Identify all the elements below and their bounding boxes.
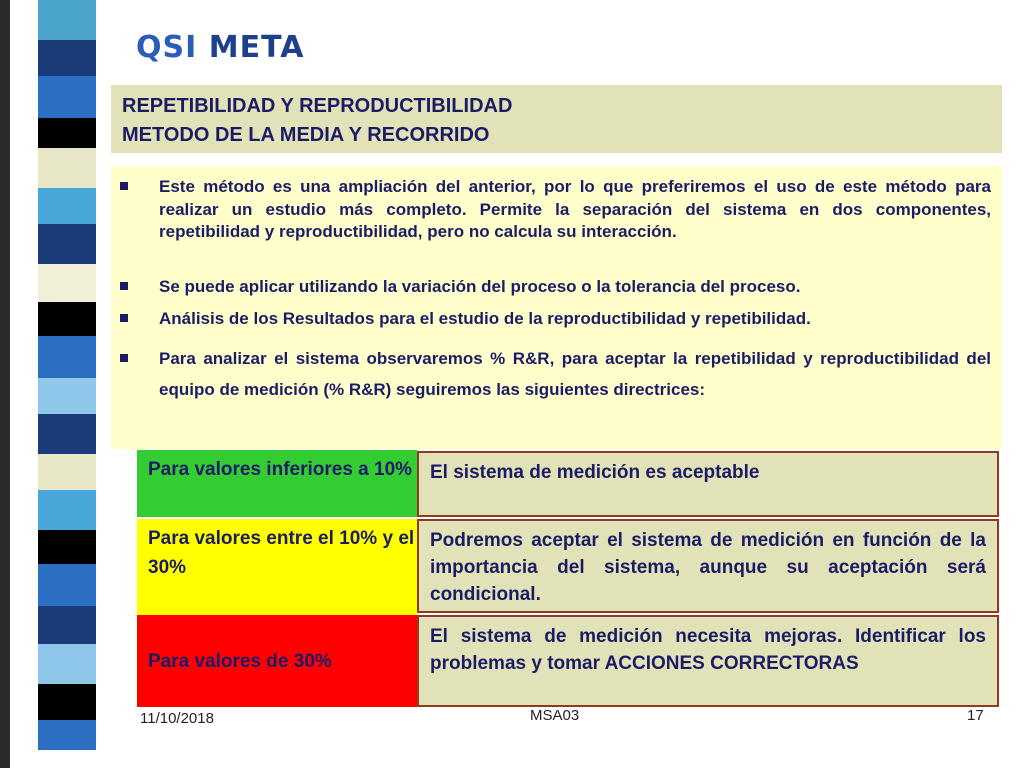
bullet-item [159,276,991,298]
stripe-column-edge [0,0,10,768]
footer-code: MSA03 [530,707,580,724]
bullet-square-icon [120,282,128,290]
stripe-column-main [38,0,96,768]
bullet-text: Análisis de los Resultados para el estudio de la reproductibilidad y repetibilidad. [159,309,811,328]
decorative-stripe-border [0,0,118,768]
criteria-result-green: El sistema de medición es aceptable [417,451,999,517]
bullet-square-icon [120,354,128,362]
bullet-text: Este método es una ampliación del anterior, por lo que preferiremos el uso de este método para realizar un estudio más completo. Permite la separación del sistema en dos componentes, repetibilidad y reproductibilidad, pero no calcula su interacción. [159,177,991,241]
company-logo [136,30,304,65]
title-line-1: REPETIBILIDAD Y REPRODUCTIBILIDAD [122,95,513,117]
bullet-item [159,308,991,330]
logo-text-meta: META [197,30,305,65]
logo-text-q: QSI [136,30,198,65]
bullet-text: Se puede aplicar utilizando la variación del proceso o la tolerancia del proceso. [159,277,801,296]
criteria-condition-red: Para valores de 30% [137,615,417,707]
footer-date: 11/10/2018 [140,710,214,727]
slide-number: 17 [967,707,984,724]
bullet-square-icon [120,182,128,190]
criteria-condition-green: Para valores inferiores a 10% [137,450,417,517]
criteria-condition-yellow: Para valores entre el 10% y el 30% [137,519,417,615]
slide-title [111,85,1002,153]
bullet-text: Para analizar el sistema observaremos % R&R, para aceptar la repetibilidad y reproductibilidad del equipo de medición (% R&R) seguiremos las siguientes directrices: [159,349,991,399]
bullet-item [159,344,991,405]
bullet-panel [111,166,1002,449]
title-line-2: METODO DE LA MEDIA Y RECORRIDO [122,124,490,146]
bullet-square-icon [120,314,128,322]
criteria-result-red: El sistema de medición necesita mejoras. Identificar los problemas y tomar ACCIONES CORRECTORAS [417,615,999,707]
bullet-item [159,176,991,244]
criteria-result-yellow: Podremos aceptar el sistema de medición en función de la importancia del sistema, aunque su aceptación será condicional. [417,519,999,613]
